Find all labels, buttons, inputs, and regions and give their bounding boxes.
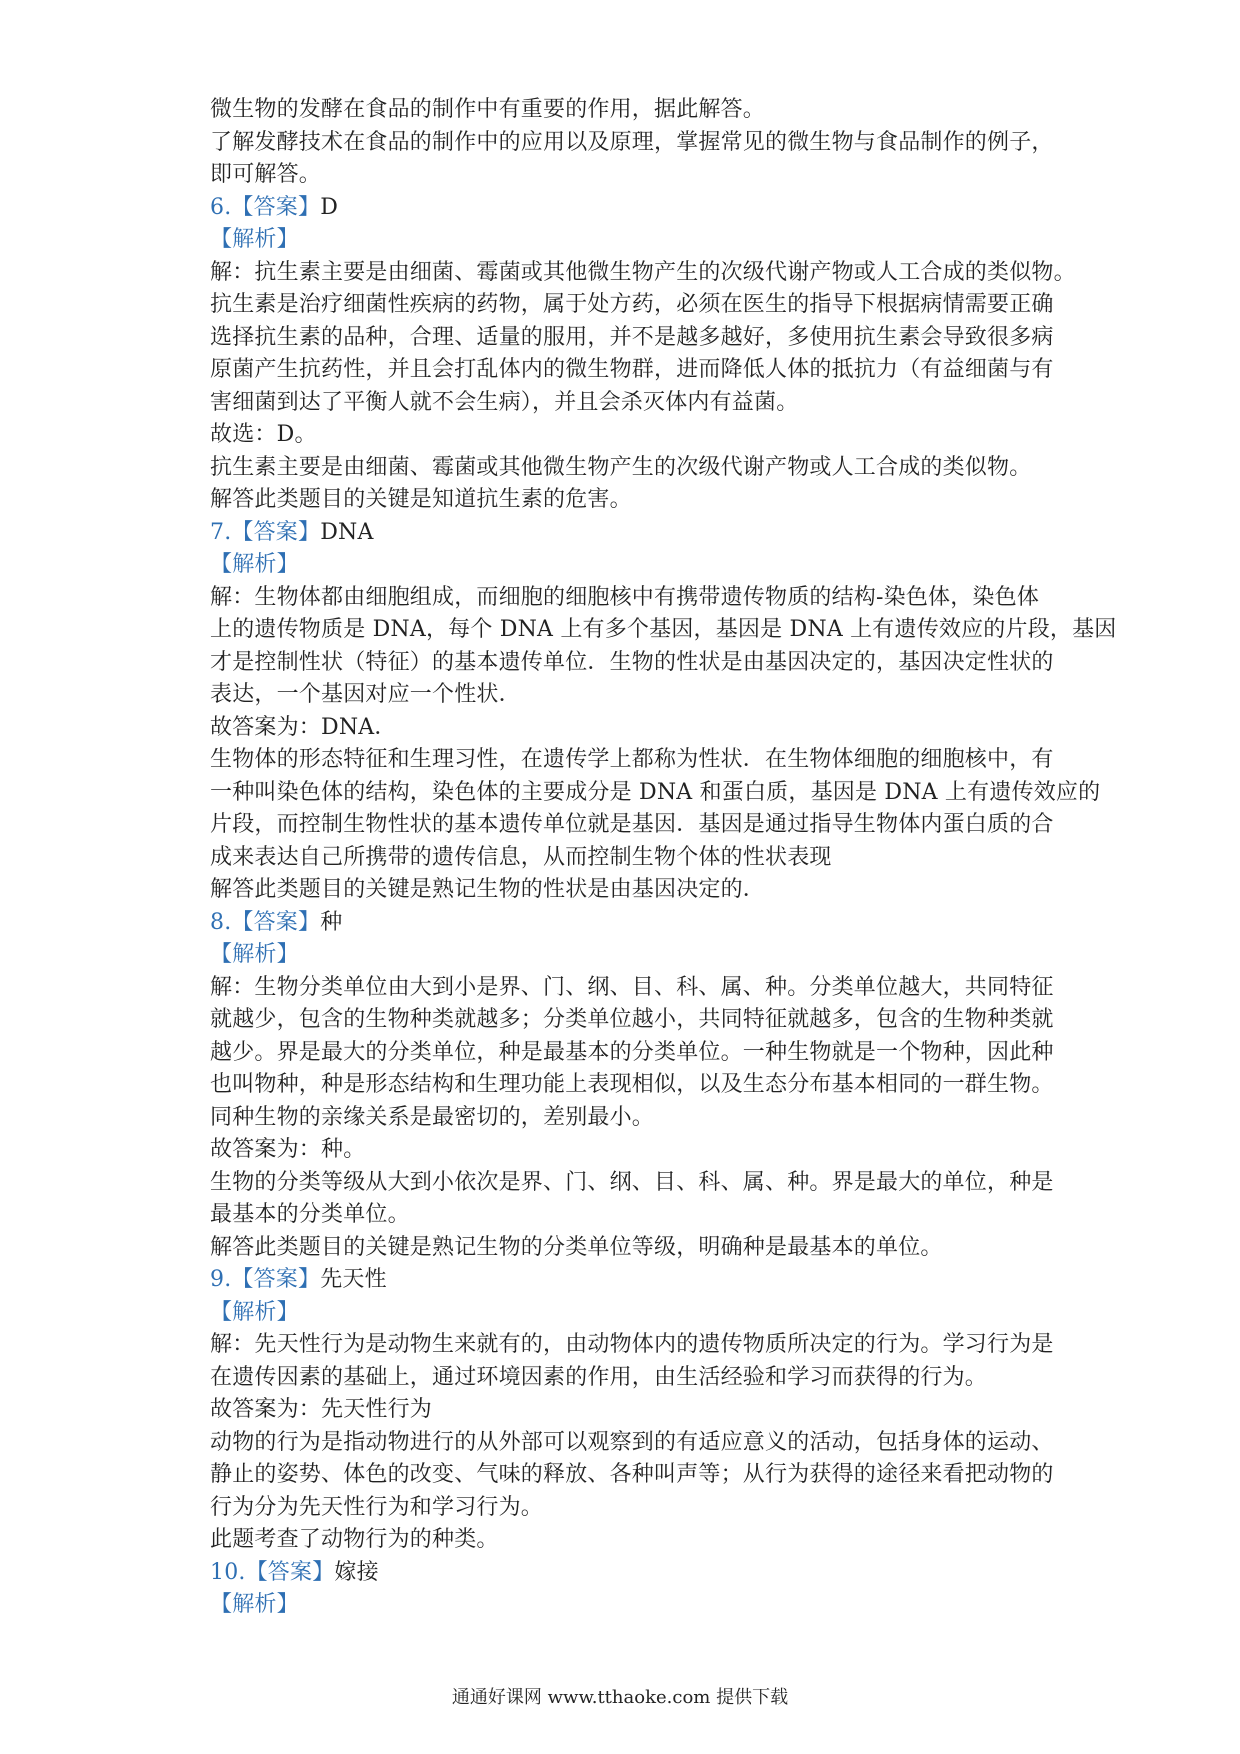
text-line: 害细菌到达了平衡人就不会生病），并且会杀灭体内有益菌。 [210,389,799,415]
text-line: 一种叫染色体的结构，染色体的主要成分是 DNA 和蛋白质，基因是 DNA 上有遗传效应的 [210,779,1101,805]
answer-label: 【答案】 [231,519,321,545]
answer-label: 【答案】 [245,1559,335,1585]
analysis-label [210,224,1044,257]
answer-text: 先天性 [320,1267,387,1292]
answer-label: 【答案】 [231,1267,321,1292]
text-line: 越少。界是最大的分类单位，种是最基本的分类单位。一种生物就是一个物种，因此种 [210,1039,1054,1065]
text-line: 就越少，包含的生物种类就越多；分类单位越小，共同特征就越多，包含的生物种类就 [210,1007,1054,1032]
answer-text: D [320,194,339,220]
analysis-tag: 【解析】 [210,1592,299,1617]
text-line: 故答案为：DNA． [210,714,397,740]
text-line: 故选：D。 [210,422,317,447]
text-line: 在遗传因素的基础上，通过环境因素的作用，由生活经验和学习而获得的行为。 [210,1364,988,1390]
page-footer: 通通好课网 www.tthaoke.com 提供下载 [451,1687,789,1708]
text-line: 抗生素是治疗细菌性疾病的药物，属于处方药，必须在医生的指导下根据病情需要正确 [210,292,1054,317]
text-line: 选择抗生素的品种，合理、适量的服用，并不是越多越好，多使用抗生素会导致很多病 [210,324,1054,350]
text-line: 动物的行为是指动物进行的从外部可以观察到的有适应意义的活动，包括身体的运动、 [210,1429,1054,1455]
text-line: 解答此类题目的关键是知道抗生素的危害。 [210,487,632,512]
analysis-tag: 【解析】 [210,1299,299,1325]
text-line: 了解发酵技术在食品的制作中的应用以及原理，掌握常见的微生物与食品制作的例子， [210,129,1054,155]
text-line: 表达，一个基因对应一个性状． [210,682,521,707]
question-number: 7. [210,519,232,545]
text-line: 解答此类题目的关键是熟记生物的性状是由基因决定的． [210,877,766,902]
text-line: 生物体的形态特征和生理习性，在遗传学上都称为性状．在生物体细胞的细胞核中，有 [210,747,1054,772]
text-line: 抗生素主要是由细菌、霉菌或其他微生物产生的次级代谢产物或人工合成的类似物。 [210,454,1032,480]
text-line: 最基本的分类单位。 [210,1202,410,1227]
text-line: 故答案为：种。 [210,1137,366,1162]
answer-label: 【答案】 [231,909,321,935]
answer-label: 【答案】 [231,194,321,220]
text-line: 微生物的发酵在食品的制作中有重要的作用，据此解答。 [210,97,766,122]
question-number: 6. [210,194,232,220]
text-line: 上的遗传物质是 DNA，每个 DNA 上有多个基因，基因是 DNA 上有遗传效应的片段，基因 [210,617,1117,642]
text-line: 才是控制性状（特征）的基本遗传单位．生物的性状是由基因决定的，基因决定性状的 [210,649,1054,675]
text-line: 解：生物分类单位由大到小是界、门、纲、目、科、属、种。分类单位越大，共同特征 [210,974,1054,1000]
analysis-tag: 【解析】 [210,552,299,577]
text-line: 解：生物体都由细胞组成，而细胞的细胞核中有携带遗传物质的结构-染色体，染色体 [210,584,1040,610]
text-line: 成来表达自己所携带的遗传信息，从而控制生物个体的性状表现 [210,844,832,870]
analysis-tag: 【解析】 [210,227,299,252]
answer-text: 种 [320,909,343,935]
text-line: 解答此类题目的关键是熟记生物的分类单位等级，明确种是最基本的单位。 [210,1234,943,1260]
text-line: 解：抗生素主要是由细菌、霉菌或其他微生物产生的次级代谢产物或人工合成的类似物。 [210,259,1076,285]
answer-text: 嫁接 [334,1559,379,1585]
analysis-label [210,1297,1044,1330]
analysis-label [210,939,1044,972]
text-line: 解：先天性行为是动物生来就有的，由动物体内的遗传物质所决定的行为。学习行为是 [210,1332,1054,1357]
answer-line [210,907,1044,940]
question-number: 9. [210,1267,232,1292]
text-line: 行为分为先天性行为和学习行为。 [210,1494,544,1520]
text-line: 也叫物种，种是形态结构和生理功能上表现相似，以及生态分布基本相同的一群生物。 [210,1072,1054,1097]
analysis-label [210,1589,1044,1622]
text-line: 即可解答。 [210,162,322,187]
text-line: 故答案为：先天性行为 [210,1397,433,1422]
answer-line [210,192,1044,225]
analysis-label [210,549,1044,582]
text-line: 此题考查了动物行为的种类。 [210,1527,499,1552]
answer-line [210,1557,1044,1590]
text-line: 同种生物的亲缘关系是最密切的，差别最小。 [210,1104,655,1130]
text-line: 片段，而控制生物性状的基本遗传单位就是基因．基因是通过指导生物体内蛋白质的合 [210,812,1054,837]
document-body [210,94,1117,1622]
text-line: 静止的姿势、体色的改变、气味的释放、各种叫声等；从行为获得的途径来看把动物的 [210,1462,1054,1487]
text-line: 生物的分类等级从大到小依次是界、门、纲、目、科、属、种。界是最大的单位，种是 [210,1169,1054,1195]
text-line: 原菌产生抗药性，并且会打乱体内的微生物群，进而降低人体的抵抗力（有益细菌与有 [210,357,1054,382]
answer-text: DNA [320,519,374,545]
answer-line [210,1264,1044,1297]
analysis-tag: 【解析】 [210,942,299,967]
answer-line [210,517,1044,550]
question-number: 10. [210,1559,246,1585]
question-number: 8. [210,909,232,935]
